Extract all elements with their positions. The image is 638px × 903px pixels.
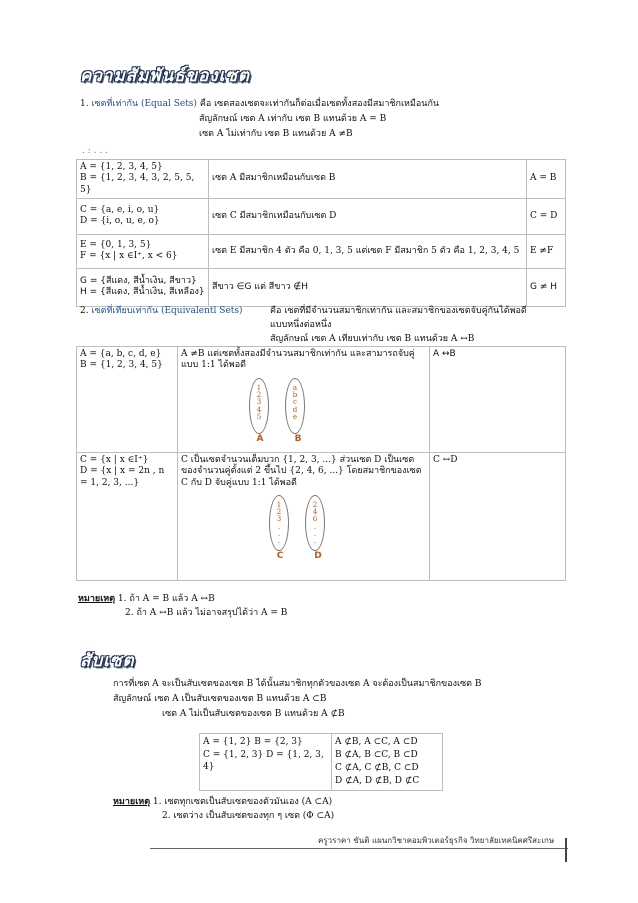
table-row (77, 234, 566, 268)
section-heading-subset: สับเซต (80, 651, 135, 671)
table-row (77, 268, 566, 306)
table-row (200, 734, 443, 791)
description-cell (178, 453, 430, 581)
description-text: A ≠B แต่เซตทั้งสองมีจำนวนสมาชิกเท่ากัน และสามารถจับคู่แบบ 1:1 ได้พอดี (181, 349, 415, 371)
note-label: หมายเหตุ (78, 594, 116, 604)
description-cell: เซต C มีสมาชิกเหมือนกับเซต D (209, 198, 527, 234)
note-block-2 (113, 797, 332, 808)
item1-header (80, 99, 439, 110)
sets-cell (77, 453, 178, 581)
oval-label: D (314, 550, 322, 561)
set-definition: A = {1, 2, 3, 4, 5} (80, 162, 163, 172)
oval-label: C (276, 550, 284, 561)
table-row (77, 198, 566, 234)
sets-cell (77, 347, 178, 453)
item1-definition: คือ เซตสองเซตจะเท่ากันก็ต่อเมื่อเซตทั้งสองมีสมาชิกเหมือนกัน (199, 99, 440, 109)
note-2: 2. เซตว่าง เป็นสับเซตของทุก ๆ เซต (Φ ⊂A) (162, 811, 335, 821)
set-definition: G = {สีแดง, สีน้ำเงิน, สีขาว} (80, 276, 197, 286)
item2-definition-2: แบบหนึ่งต่อหนึ่ง (270, 320, 332, 330)
note-label: หมายเหตุ (113, 797, 151, 807)
set-definition: C = {a, e, i, o, u} (80, 205, 160, 215)
set-definition: C = {1, 2, 3} D = {1, 2, 3, 4} (203, 749, 324, 773)
description-cell (178, 347, 430, 453)
result-cell: A = B (527, 160, 566, 199)
sets-cell (77, 160, 209, 199)
item1-number: 1. (80, 99, 89, 109)
not-subset-symbol: เซต A ไม่เป็นสับเซตของเซต B แทนด้วย A ⊄B (162, 709, 345, 719)
relation-line: B ⊄A, B ⊂C, B ⊂D (335, 750, 418, 761)
table-row (77, 453, 566, 581)
oval-label: B (294, 433, 302, 444)
equivalent-sets-table (76, 346, 566, 581)
note-1: 1. ถ้า A = B แล้ว A ↔B (117, 594, 215, 604)
set-definition: F = {x | x ∈I⁺, x < 6} (80, 251, 178, 262)
item1-symbol-not-equal: เซต A ไม่เท่ากับ เซต B แทนด้วย A ≠B (199, 129, 353, 139)
table-row (77, 347, 566, 453)
footer-rule (150, 848, 568, 849)
set-oval-left: 1 2 3 . . . (269, 495, 289, 551)
footer-credit: ครูวราคา ขันติ แผนกวิชาคอมพิวเตอร์ธุรกิจ วิทยาลัยเทคนิคศรีสะเกษ (318, 836, 555, 845)
item1-title: เซตที่เท่ากัน (Equal Sets) (91, 99, 197, 109)
dots-decoration: . : . . . (82, 146, 108, 156)
set-definition: D = {i, o, u, e, o} (80, 216, 160, 227)
set-definition: C = {x | x ∈I⁺} (80, 455, 149, 465)
sets-cell (77, 268, 209, 306)
set-oval-right: 2 4 6 . . . (305, 495, 325, 551)
result-cell: C ↔D (430, 453, 566, 581)
subset-examples-table (199, 733, 443, 791)
item2-header (80, 306, 243, 317)
section-heading-relations: ความสัมพันธ์ของเซต (80, 66, 250, 86)
description-text: C เป็นเซตจำนวนเต็มบวก {1, 2, 3, ...} ส่วนเซต D เป็นเซตของจำนวนคู่ตั้งแต่ 2 ขึ้นไป {2, 4, 6, ...} โดยสมาชิกของเซต C กับ D จับคู่แบบ 1:1 ได้พอดี (181, 455, 422, 488)
description-cell: เซต E มีสมาชิก 4 ตัว คือ 0, 1, 3, 5 แต่เซต F มีสมาชิก 5 ตัว คือ 1, 2, 3, 4, 5 (209, 234, 527, 268)
mapping-diagram-cd (261, 495, 426, 562)
result-cell: C = D (527, 198, 566, 234)
note-block-1 (78, 594, 215, 605)
item2-number: 2. (80, 306, 89, 316)
set-oval-right: a b c d e (285, 378, 305, 434)
sets-cell (77, 198, 209, 234)
sets-cell (200, 734, 332, 791)
result-cell: A ↔B (430, 347, 566, 453)
oval-labels (261, 551, 337, 562)
note-1: 1. เซตทุกเซตเป็นสับเซตของตัวมันเอง (A ⊂A) (152, 797, 333, 807)
set-oval-left: 1 2 3 4 5 (249, 378, 269, 434)
subset-symbol: สัญลักษณ์ เซต A เป็นสับเซตของเซต B แทนด้วย A ⊂B (113, 694, 327, 704)
equal-sets-table (76, 159, 566, 307)
set-definition: E = {0, 1, 3, 5} (80, 240, 152, 250)
table-row (77, 160, 566, 199)
set-definition: H = {สีแดง, สีน้ำเงิน, สีเหลือง} (80, 287, 205, 298)
description-cell: สีขาว ∈G แต่ สีขาว ∉H (209, 268, 527, 306)
item2-symbol: สัญลักษณ์ เซต A เทียบเท่ากับ เซต B แทนด้วย A ↔B (270, 334, 475, 344)
relation-line: A ⊄B, A ⊂C, A ⊂D (335, 737, 418, 747)
item2-title: เซตที่เทียบเท่ากัน (Equivalentl Sets) (91, 306, 243, 316)
relation-line: C ⊄A, C ⊄B, C ⊂D (335, 763, 419, 774)
subset-definition: การที่เซต A จะเป็นสับเซตของเซต B ได้นั้นสมาชิกทุกตัวของเซต A จะต้องเป็นสมาชิกของเซต B (113, 679, 482, 689)
note-2: 2. ถ้า A ↔B แล้ว ไม่อาจสรุปได้ว่า A = B (125, 608, 288, 618)
set-definition: D = {x | x = 2n , n = 1, 2, 3, ...} (80, 466, 165, 488)
item2-definition-1: คือ เซตที่มีจำนวนสมาชิกเท่ากัน และสมาชิกของเซตจับคู่กันได้พอดี (270, 306, 527, 316)
result-cell: E ≠F (527, 234, 566, 268)
mapping-diagram-ab (241, 378, 426, 445)
item1-symbol-equal: สัญลักษณ์ เซต A เท่ากับ เซต B แทนด้วย A = B (199, 114, 387, 124)
relation-line: D ⊄A, D ⊄B, D ⊄C (335, 776, 420, 787)
oval-label: A (256, 433, 264, 444)
sets-cell (77, 234, 209, 268)
result-cell: G ≠ H (527, 268, 566, 306)
footer-bar (565, 838, 567, 862)
relations-cell (332, 734, 443, 791)
set-definition: B = {1, 2, 3, 4, 3, 2, 5, 5, 5} (80, 173, 195, 195)
description-cell: เซต A มีสมาชิกเหมือนกับเซต B (209, 160, 527, 199)
set-definition: A = {a, b, c, d, e} (80, 349, 162, 359)
set-definition: A = {1, 2} B = {2, 3} (203, 737, 303, 747)
set-definition: B = {1, 2, 3, 4, 5} (80, 360, 163, 371)
oval-labels (241, 434, 317, 445)
